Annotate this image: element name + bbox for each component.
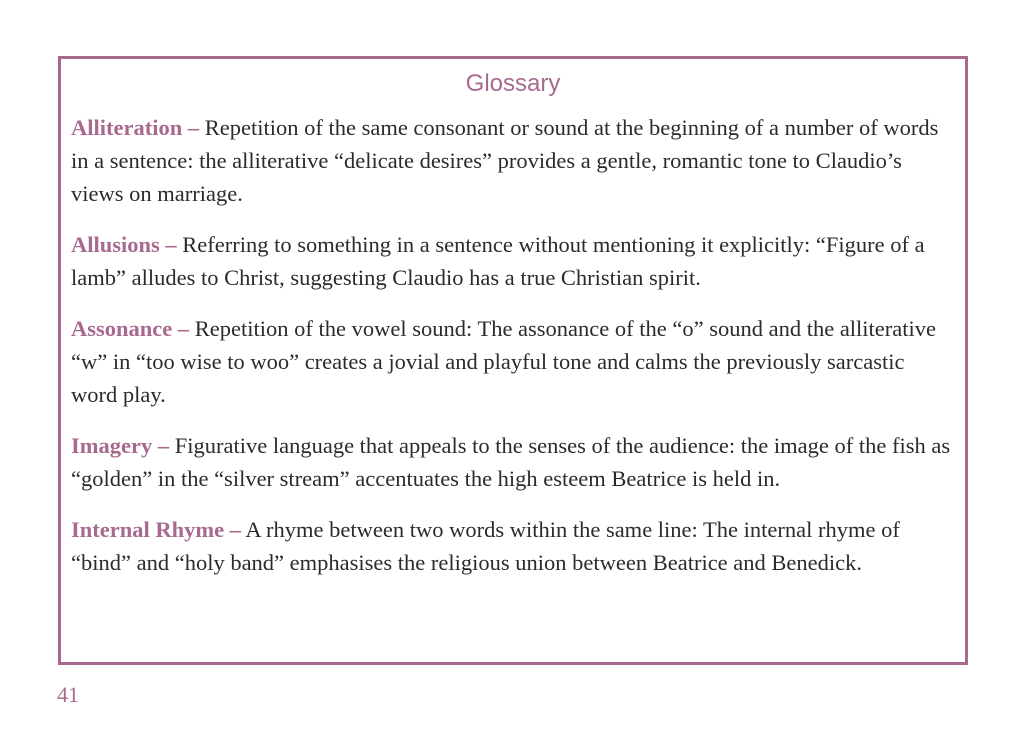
glossary-term: Internal Rhyme – (71, 517, 241, 542)
glossary-term: Imagery – (71, 433, 170, 458)
page-number: 41 (57, 682, 79, 707)
glossary-box (58, 56, 968, 665)
glossary-definition: Repetition of the same consonant or sound at the beginning of a number of words in a sentence: the alliterative “delicate desires” provides a gentle, romantic tone to Claudio’s views on marriage. (71, 115, 939, 206)
glossary-definition: Figurative language that appeals to the senses of the audience: the image of the fish as “golden” in the “silver stream” accentuates the high esteem Beatrice is held in. (71, 433, 951, 491)
glossary-entry-allusions (71, 228, 955, 294)
glossary-entry-assonance (71, 312, 955, 411)
glossary-entry-imagery (71, 429, 955, 495)
glossary-entry-internal-rhyme (71, 513, 955, 579)
glossary-definition: Referring to something in a sentence without mentioning it explicitly: “Figure of a lamb” alludes to Christ, suggesting Claudio has a true Christian spirit. (71, 232, 925, 290)
glossary-entry-alliteration (71, 111, 955, 210)
glossary-term: Alliteration – (71, 115, 200, 140)
glossary-definition: Repetition of the vowel sound: The assonance of the “o” sound and the alliterative “w” in “too wise to woo” creates a jovial and playful tone and calms the previously sarcastic word play. (71, 316, 937, 407)
glossary-definition: A rhyme between two words within the same line: The internal rhyme of “bind” and “holy band” emphasises the religious union between Beatrice and Benedick. (71, 517, 900, 575)
glossary-term: Assonance – (71, 316, 190, 341)
glossary-term: Allusions – (71, 232, 177, 257)
glossary-title: Glossary (465, 70, 561, 97)
